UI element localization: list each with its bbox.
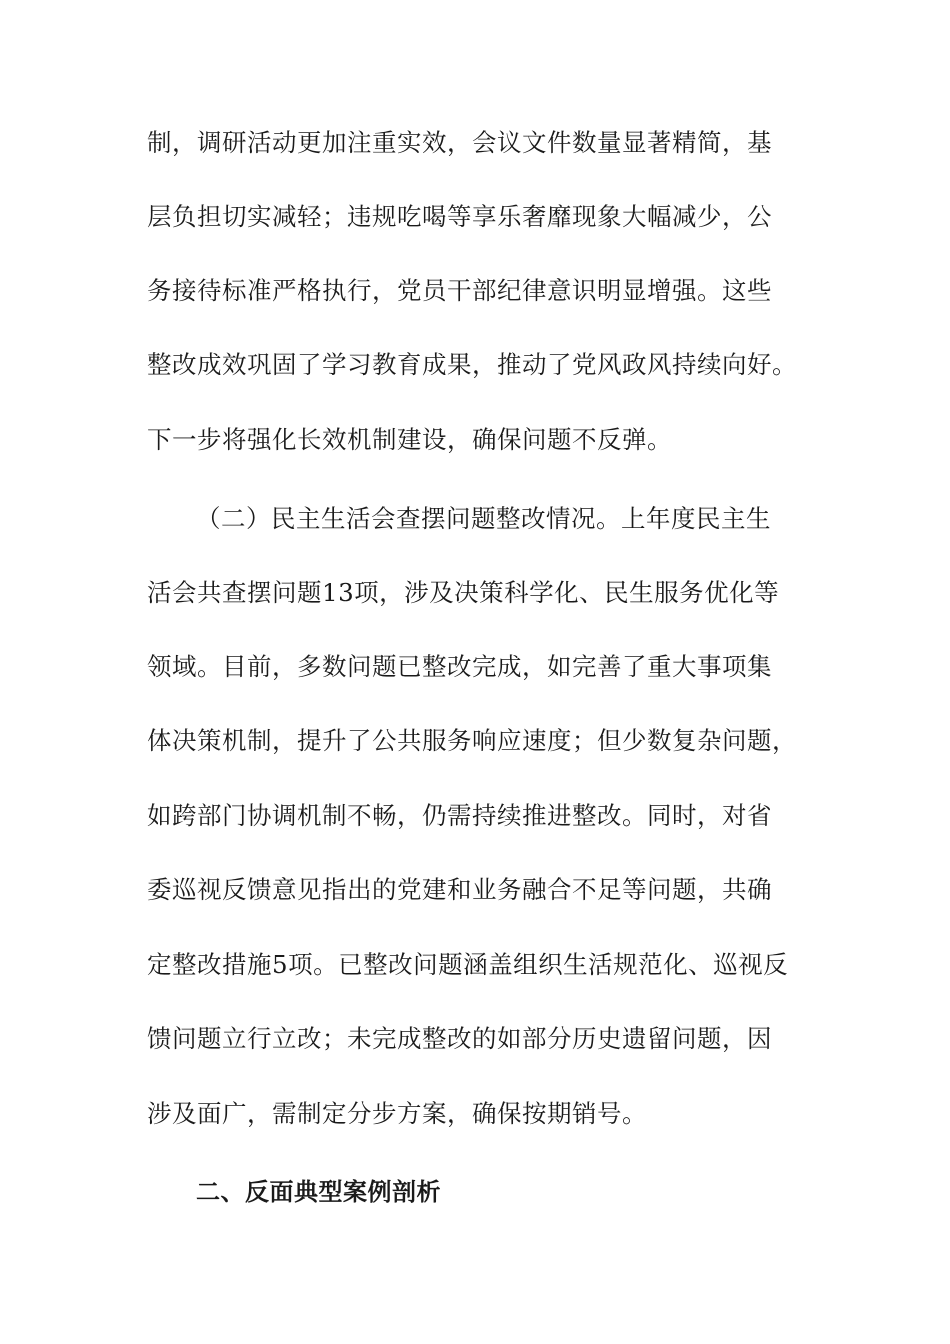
paragraph-line: 领域。目前，多数问题已整改完成，如完善了重大事项集 <box>147 652 772 681</box>
paragraph-line: 涉及面广，需制定分步方案，确保按期销号。 <box>147 1099 647 1128</box>
paragraph-line: 务接待标准严格执行，党员干部纪律意识明显增强。这些 <box>147 276 772 305</box>
paragraph-line: 层负担切实减轻；违规吃喝等享乐奢靡现象大幅减少，公 <box>147 202 772 231</box>
paragraph-line: 馈问题立行立改；未完成整改的如部分历史遗留问题，因 <box>147 1024 772 1053</box>
paragraph-line: （二）民主生活会查摆问题整改情况。上年度民主生 <box>196 504 771 533</box>
section-heading: 二、反面典型案例剖析 <box>196 1178 441 1206</box>
paragraph-line: 定整改措施5项。已整改问题涵盖组织生活规范化、巡视反 <box>147 950 789 979</box>
paragraph-line: 如跨部门协调机制不畅，仍需持续推进整改。同时，对省 <box>147 801 772 830</box>
paragraph-line: 活会共查摆问题13项，涉及决策科学化、民生服务优化等 <box>147 578 780 607</box>
paragraph-line: 下一步将强化长效机制建设，确保问题不反弹。 <box>147 425 672 454</box>
paragraph-line: 委巡视反馈意见指出的党建和业务融合不足等问题，共确 <box>147 875 772 904</box>
paragraph-line: 整改成效巩固了学习教育成果，推动了党风政风持续向好。 <box>147 350 797 379</box>
paragraph-line: 制，调研活动更加注重实效，会议文件数量显著精简，基 <box>147 128 772 157</box>
paragraph-line: 体决策机制，提升了公共服务响应速度；但少数复杂问题， <box>147 726 797 755</box>
